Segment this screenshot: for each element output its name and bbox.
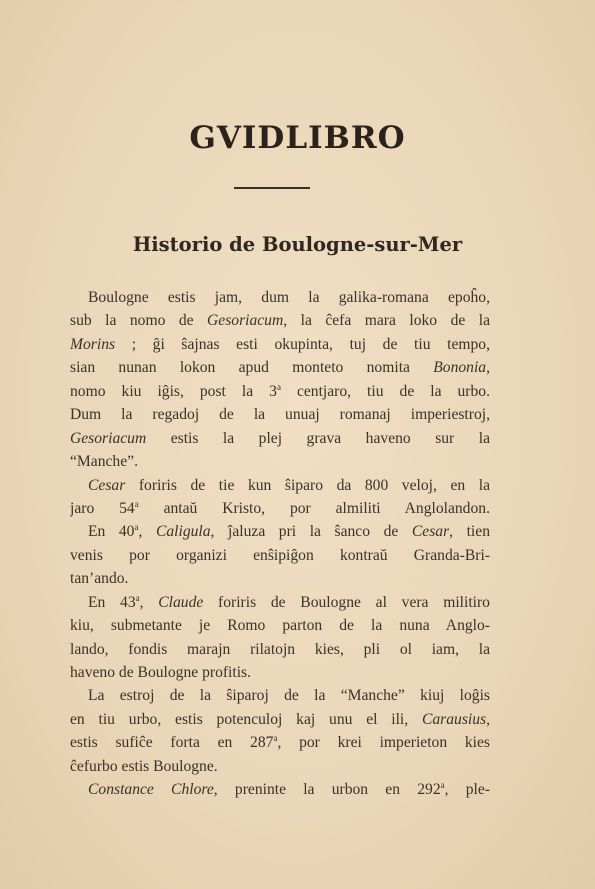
italic-text: Gesoriacum — [70, 429, 147, 447]
text-line — [70, 544, 490, 567]
text-run: kiu, submetante je Romo parton de la nuna Anglo- — [70, 617, 490, 635]
text-run: , por krei imperieton kies — [277, 734, 490, 752]
italic-text: Constance Chlore — [88, 781, 214, 799]
text-run: En 43 — [88, 593, 136, 611]
section-heading: Historio de Boulogne-sur-Mer — [132, 233, 463, 256]
text-run: , la ĉefa mara loko de la — [283, 312, 490, 330]
text-line — [70, 591, 490, 614]
text-run: La estroj de la ŝiparoj de la “Manche” kiuj loĝis — [88, 687, 490, 705]
text-run: , preninte la urbon en 292 — [213, 781, 441, 799]
italic-text: Bononia — [433, 359, 487, 377]
text-line — [70, 567, 490, 590]
text-run: En 40 — [88, 523, 135, 541]
text-line — [70, 520, 490, 543]
text-run: ĉefurbo estis Boulogne. — [70, 757, 218, 775]
text-line — [70, 333, 490, 356]
text-run: , ple- — [444, 781, 490, 799]
ordinal-suffix: a — [273, 733, 278, 744]
ordinal-suffix: a — [440, 780, 445, 791]
ordinal-suffix: a — [135, 592, 140, 603]
body-text — [70, 286, 490, 802]
text-run: haveno de Boulogne profitis. — [70, 664, 252, 681]
italic-text: Claude — [158, 593, 204, 611]
text-run: sub la nomo de — [70, 312, 208, 330]
text-line — [70, 356, 490, 379]
italic-text: Carausius — [421, 710, 487, 728]
text-run: , — [138, 523, 156, 541]
text-run: jaro 54 — [70, 499, 135, 517]
text-line — [70, 286, 490, 309]
page-title: GVIDLIBRO — [189, 120, 406, 156]
text-run: lando, fondis marajn rilatojn kies, pli ol iam, la — [70, 640, 490, 658]
ordinal-suffix: a — [134, 498, 139, 509]
text-line — [70, 614, 490, 637]
text-run: foriris de tie kun ŝiparo da 800 veloj, en la — [125, 476, 490, 494]
text-run: antaŭ Kristo, por almiliti Anglolandon. — [138, 499, 490, 517]
italic-text: Gesoriacum — [207, 312, 284, 330]
text-line — [70, 731, 490, 754]
text-run: estis la plej grava haveno sur la — [146, 429, 490, 447]
text-run: sian nunan lokon apud monteto nomita — [70, 359, 434, 377]
text-line — [70, 708, 490, 731]
text-run: tan’ando. — [70, 570, 129, 588]
text-line — [70, 638, 490, 661]
text-line — [70, 450, 490, 473]
text-run: foriris de Boulogne al vera militiro — [203, 593, 490, 611]
text-line — [70, 380, 490, 403]
text-line — [70, 474, 490, 497]
text-run: estis sufiĉe forta en 287 — [70, 734, 274, 752]
text-run: , — [139, 593, 159, 611]
text-run: , tien — [449, 523, 490, 541]
text-run: , ĵaluza pri la ŝanco de — [210, 523, 412, 541]
text-line — [70, 661, 490, 684]
text-line — [70, 403, 490, 426]
text-run: centjaro, tiu de la urbo. — [280, 382, 490, 400]
text-run: “Manche”. — [70, 453, 138, 471]
text-run: , — [486, 359, 490, 377]
text-line — [70, 427, 490, 450]
text-run: venis por organizi enŝipiĝon kontraŭ Granda-Bri- — [70, 546, 490, 564]
text-line — [70, 309, 490, 332]
text-run: Dum la regadoj de la unuaj romanaj imperiestroj, — [70, 406, 490, 424]
text-run: nomo kiu iĝis, post la 3 — [70, 382, 277, 400]
text-run: en tiu urbo, estis potenculoj kaj unu el ili, — [70, 710, 422, 728]
title-divider — [234, 187, 310, 189]
italic-text: Morins — [70, 335, 116, 353]
ordinal-suffix: a — [276, 381, 281, 392]
italic-text: Cesar — [88, 476, 126, 494]
italic-text: Cesar — [411, 523, 450, 541]
text-line — [70, 497, 490, 520]
text-run: Boulogne estis jam, dum la galika-romana epoĥo, — [88, 289, 490, 306]
italic-text: Caligula — [155, 523, 211, 541]
text-run: , — [486, 710, 490, 728]
text-run: ; ĝi ŝajnas esti okupinta, tuj de tiu tempo, — [115, 335, 490, 353]
text-line — [70, 755, 490, 778]
ordinal-suffix: a — [134, 522, 139, 533]
text-line — [70, 684, 490, 707]
text-line — [70, 778, 490, 801]
